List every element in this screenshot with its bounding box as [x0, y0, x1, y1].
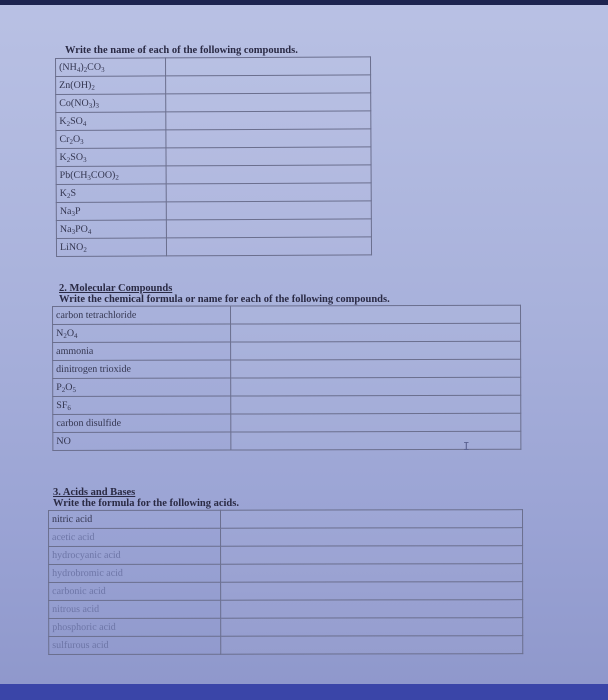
- table-row: [56, 57, 371, 77]
- answer-cell[interactable]: [231, 395, 521, 414]
- table-row: [49, 600, 523, 619]
- text-cursor-icon: I: [463, 440, 470, 453]
- answer-cell[interactable]: [231, 431, 521, 450]
- prompt-cell: $K_2S$: [56, 184, 166, 203]
- table-row: [49, 636, 523, 655]
- table-row: [53, 395, 521, 414]
- table-row: [56, 111, 371, 131]
- prompt-cell: $K_2SO_3$: [56, 148, 166, 167]
- table-row: [56, 165, 371, 185]
- prompt-cell: $(NH_4)_2CO_3$: [56, 58, 166, 77]
- section2-table: [52, 305, 521, 451]
- prompt-cell: sulfurous acid: [49, 636, 221, 654]
- prompt-cell: hydrobromic acid: [49, 564, 221, 582]
- section2-instruction: Write the chemical formula or name for each of the following compounds.: [59, 294, 390, 305]
- prompt-cell: $P_2O_5$: [53, 378, 231, 396]
- table-row: [56, 147, 371, 167]
- prompt-cell: $Co(NO_3)_3$: [56, 94, 166, 113]
- answer-cell[interactable]: [166, 165, 371, 184]
- prompt-cell: ammonia: [53, 342, 231, 360]
- section2-title: 2. Molecular Compounds: [59, 283, 173, 294]
- prompt-cell: $N_2O_4$: [53, 324, 231, 342]
- prompt-cell: nitrous acid: [49, 600, 221, 618]
- answer-cell[interactable]: [231, 323, 521, 342]
- prompt-cell: $Zn(OH)_2$: [56, 76, 166, 95]
- table-row: [56, 75, 371, 95]
- table-row: [53, 305, 521, 324]
- answer-cell[interactable]: [166, 219, 371, 238]
- answer-cell[interactable]: [221, 528, 523, 547]
- prompt-cell: $K_2SO_4$: [56, 112, 166, 131]
- answer-cell[interactable]: [231, 413, 521, 432]
- answer-cell[interactable]: [166, 201, 371, 220]
- prompt-cell: $Na_3P$: [56, 202, 166, 221]
- answer-cell[interactable]: [166, 129, 371, 148]
- table-row: [49, 510, 523, 529]
- section-ionic-names: [55, 45, 371, 257]
- answer-cell[interactable]: [221, 600, 523, 619]
- answer-cell[interactable]: [221, 510, 523, 529]
- table-row: [56, 129, 371, 149]
- prompt-cell: $Na_3PO_4$: [56, 220, 166, 239]
- prompt-cell: LiNO$_2$: [56, 238, 166, 257]
- table-row: [49, 582, 523, 601]
- prompt-cell: NO: [53, 432, 231, 450]
- table-row: [49, 564, 523, 583]
- prompt-cell: carbonic acid: [49, 582, 221, 600]
- top-edge: [0, 0, 608, 5]
- answer-cell[interactable]: [166, 111, 371, 130]
- prompt-cell: phosphoric acid: [49, 618, 221, 636]
- prompt-cell: $Cr_2O_3$: [56, 130, 166, 149]
- table-row: [53, 431, 521, 450]
- answer-cell[interactable]: [231, 377, 521, 396]
- table-row: [49, 528, 523, 547]
- table-row: [56, 237, 371, 257]
- section3-title: 3. Acids and Bases: [53, 487, 136, 498]
- prompt-cell: acetic acid: [49, 528, 221, 546]
- answer-cell[interactable]: [221, 546, 523, 565]
- answer-cell[interactable]: [231, 359, 521, 378]
- section-acids-bases: [48, 487, 523, 655]
- section-molecular-compounds: [52, 283, 521, 451]
- table-row: [49, 618, 523, 637]
- answer-cell[interactable]: [221, 636, 523, 655]
- answer-cell[interactable]: [221, 582, 523, 601]
- table-row: [56, 201, 371, 221]
- answer-cell[interactable]: [166, 75, 371, 94]
- answer-cell[interactable]: [231, 341, 521, 360]
- answer-cell[interactable]: [166, 147, 371, 166]
- answer-cell[interactable]: [221, 618, 523, 637]
- section1-instruction: Write the name of each of the following compounds.: [65, 45, 298, 56]
- answer-cell[interactable]: [166, 93, 371, 112]
- table-row: [56, 183, 371, 203]
- bottom-edge: [0, 684, 608, 700]
- prompt-cell: carbon tetrachloride: [53, 306, 231, 324]
- answer-cell[interactable]: [166, 237, 371, 256]
- answer-cell[interactable]: [221, 564, 523, 583]
- table-row: [56, 219, 371, 239]
- table-row: [53, 413, 521, 432]
- table-row: [49, 546, 523, 565]
- section3-instruction: Write the formula for the following acids.: [53, 498, 239, 509]
- table-row: [53, 323, 521, 342]
- prompt-cell: $Pb(CH_3COO)_2$: [56, 166, 166, 185]
- prompt-cell: hydrocyanic acid: [49, 546, 221, 564]
- answer-cell[interactable]: [231, 305, 521, 324]
- prompt-cell: dinitrogen trioxide: [53, 360, 231, 378]
- prompt-cell: $SF_6$: [53, 396, 231, 414]
- section1-table: [55, 56, 372, 257]
- prompt-cell: carbon disulfide: [53, 414, 231, 432]
- prompt-cell: nitric acid: [49, 510, 221, 528]
- table-row: [53, 377, 521, 396]
- answer-cell[interactable]: [166, 183, 371, 202]
- answer-cell[interactable]: [166, 57, 371, 76]
- table-row: [53, 359, 521, 378]
- section3-table: [48, 509, 523, 655]
- table-row: [53, 341, 521, 360]
- table-row: [56, 93, 371, 113]
